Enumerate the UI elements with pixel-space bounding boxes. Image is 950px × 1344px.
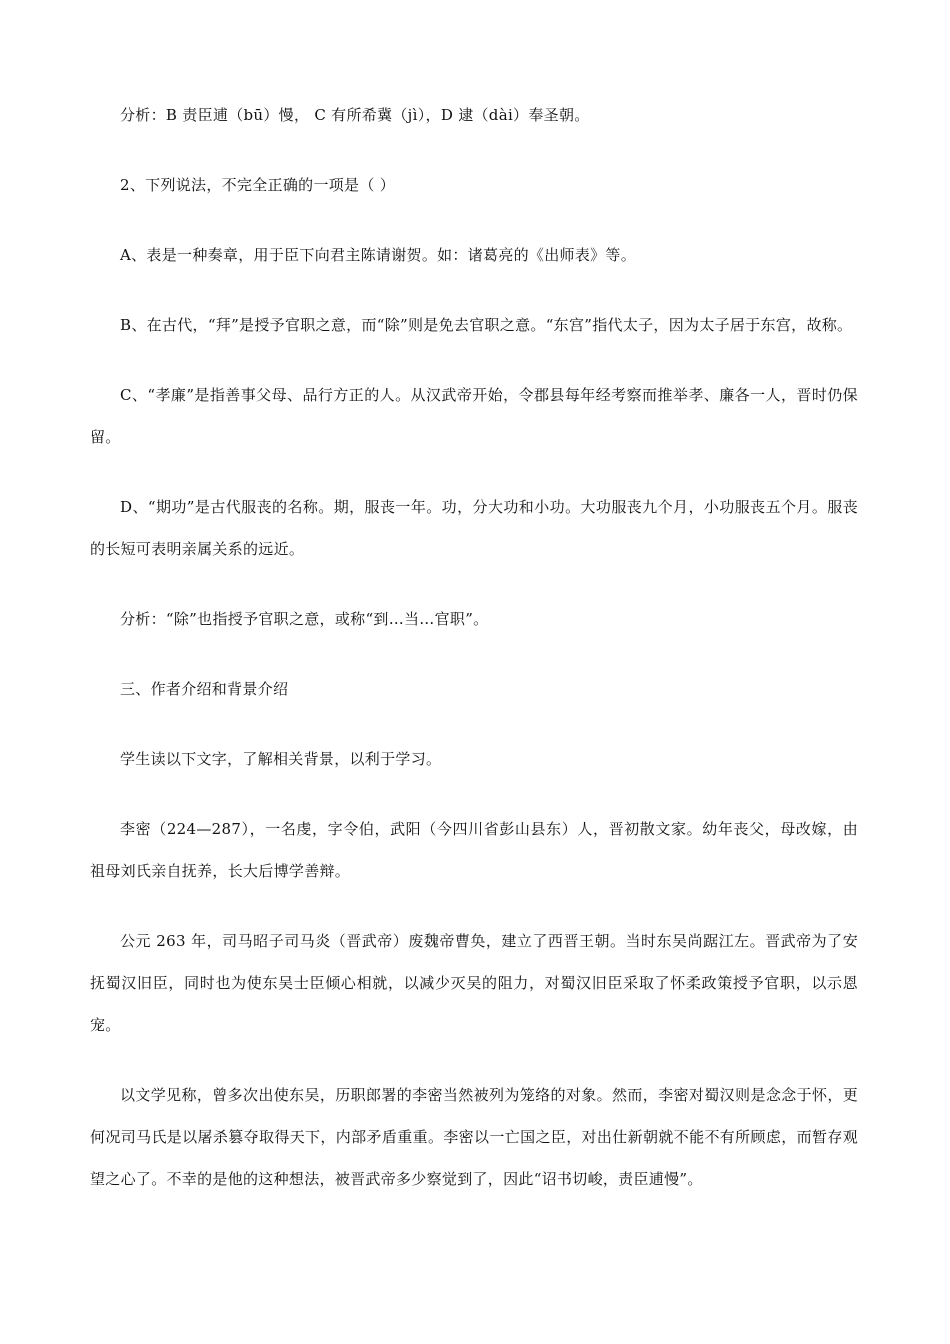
- historical-background: 公元 263 年，司马昭子司马炎（晋武帝）废魏帝曹奂，建立了西晋王朝。当时东吴尚踞江左。晋武帝为了安抚蜀汉旧臣，同时也为使东吴士臣倾心相就，以减少灭吴的阻力，对蜀汉旧臣采取了怀柔政策授予官职，以示恩宠。: [90, 932, 858, 1034]
- section-heading-author-background: 三、作者介绍和背景介绍: [120, 680, 289, 698]
- document-body: [90, 94, 858, 1228]
- option-b: B、在古代，“拜”是授予官职之意，而“除”则是免去官职之意。“东宫”指代太子，因为太子居于东宫，故称。: [120, 316, 853, 334]
- reading-instruction: 学生读以下文字，了解相关背景，以利于学习。: [120, 750, 442, 768]
- author-situation: 以文学见称，曾多次出使东吴，历职郎署的李密当然被列为笼络的对象。然而，李密对蜀汉则是念念于怀，更何况司马氏是以屠杀篡夺取得天下，内部矛盾重重。李密以一亡国之臣，对出仕新朝就不能不有所顾虑，而暂存观望之心了。不幸的是他的这种想法，被晋武帝多少察觉到了，因此“诏书切峻，责臣逋慢”。: [90, 1086, 858, 1188]
- analysis-pronunciation: 分析：B 责臣逋（bū）慢， C 有所希冀（jì），D 逮（dài）奉圣朝。: [120, 106, 590, 124]
- author-bio: 李密（224—287），一名虔，字令伯，武阳（今四川省彭山县东）人，晋初散文家。幼年丧父，母改嫁，由祖母刘氏亲自抚养，长大后博学善辩。: [90, 820, 858, 880]
- option-d: D、“期功”是古代服丧的名称。期，服丧一年。功，分大功和小功。大功服丧九个月，小功服丧五个月。服丧的长短可表明亲属关系的远近。: [90, 498, 858, 558]
- option-a: A、表是一种奏章，用于臣下向君主陈请谢贺。如：诸葛亮的《出师表》等。: [120, 246, 637, 264]
- question-2: 2、下列说法，不完全正确的一项是（ ）: [120, 176, 396, 194]
- option-c: C、“孝廉”是指善事父母、品行方正的人。从汉武帝开始，令郡县每年经考察而推举孝、廉各一人，晋时仍保留。: [90, 386, 858, 446]
- analysis-answer: 分析：“除”也指授予官职之意，或称“到…当…官职”。: [120, 610, 489, 628]
